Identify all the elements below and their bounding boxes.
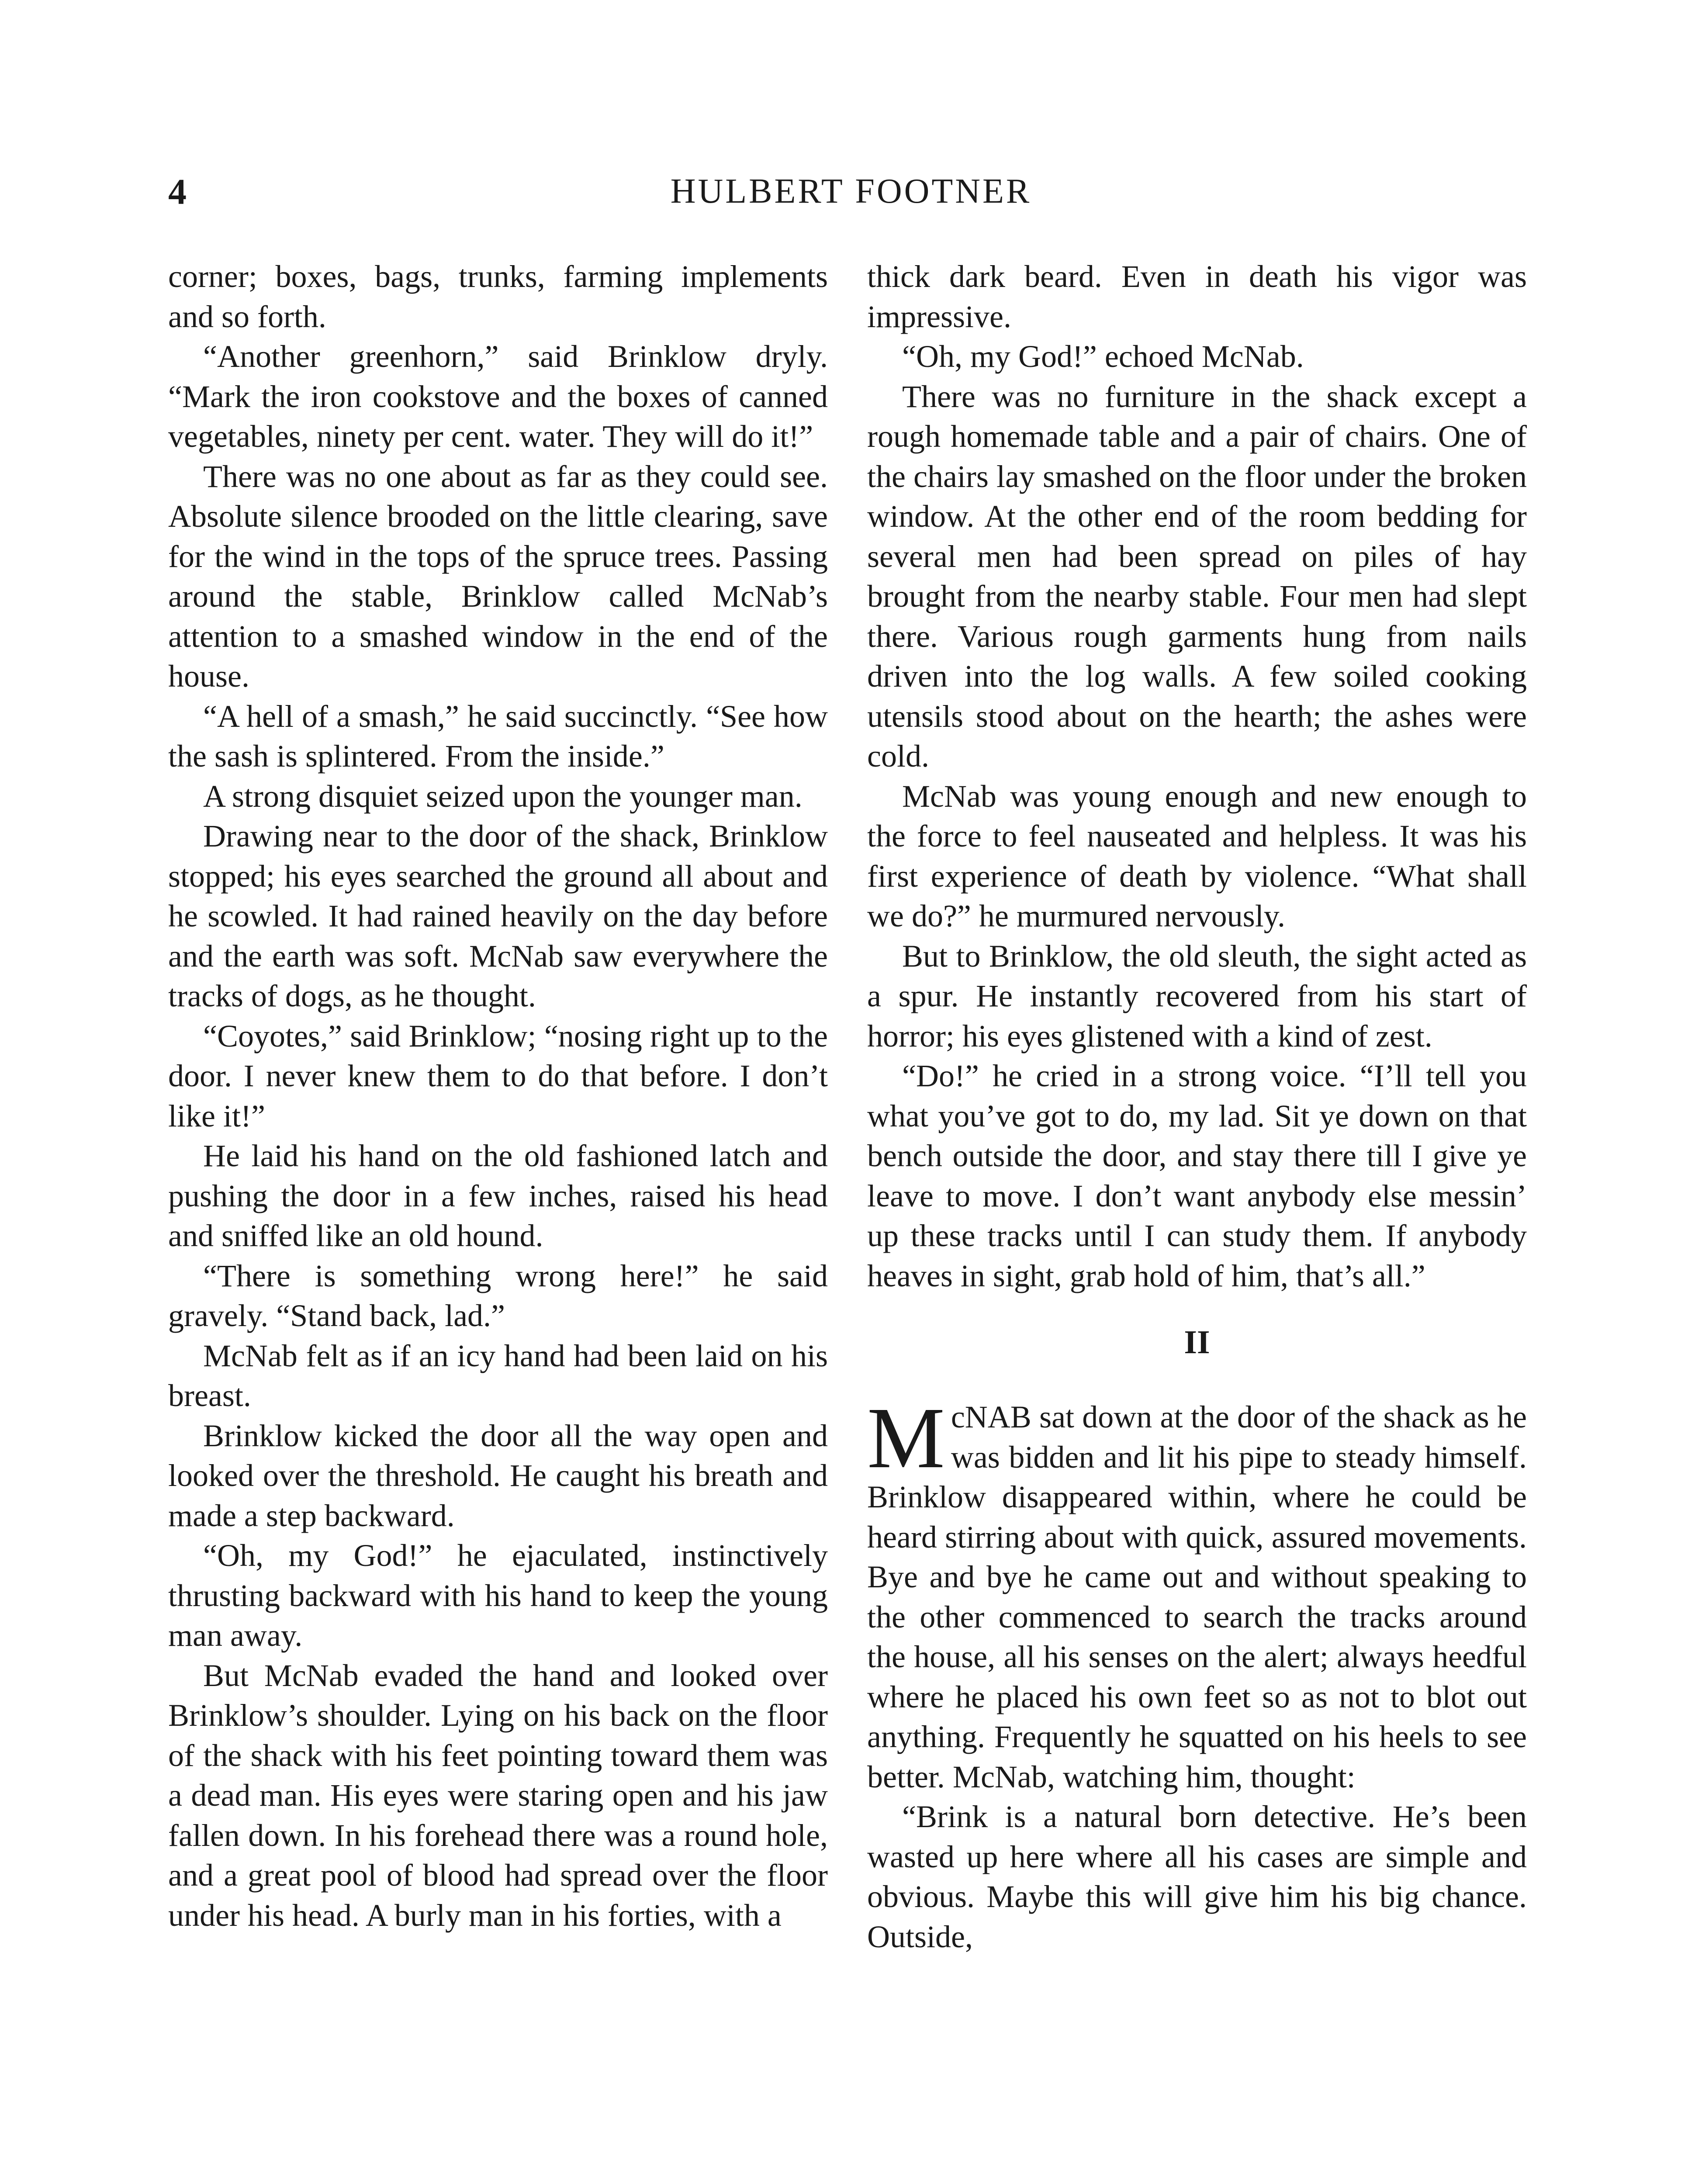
paragraph: McNab felt as if an icy hand had been laid on his breast. (168, 1338, 828, 1413)
paragraph: He laid his hand on the old fashioned latch and pushing the door in a few inches, raised his head and sniffed like an old hound. (168, 1138, 828, 1253)
paragraph: “Oh, my God!” echoed McNab. (902, 339, 1304, 374)
paragraph: “Oh, my God!” he ejaculated, instinctively thrusting backward with his hand to keep the young man away. (168, 1538, 828, 1653)
section-first-paragraph-text: cNAB sat down at the door of the shack as he was bidden and lit his pipe to steady himself. Brinklow disappeared within, where he could be heard stirring about with quick, assured movements. Bye and bye he came out and without speaking to the other commenced to search the tracks around the house, all his senses on the alert; always heedful where he placed his own feet so as not to blot out anything. Frequently he squatted on his heels to see better. McNab, watching him, thought: (867, 1400, 1527, 1794)
paragraph: Drawing near to the door of the shack, Brinklow stopped; his eyes searched the ground all about and he scowled. It had rained heavily on the day before and the earth was soft. McNab saw everywhere the tracks of dogs, as he thought. (168, 819, 828, 1013)
left-column (168, 257, 828, 1935)
page-number: 4 (168, 172, 187, 212)
paragraph: A strong disquiet seized upon the younger man. (203, 778, 803, 814)
section-first-paragraph (867, 1390, 1527, 1797)
paragraph: But to Brinklow, the old sleuth, the sight acted as a spur. He instantly recovered from his start of horror; his eyes glistened with a kind of zest. (867, 938, 1527, 1054)
paragraph: There was no one about as far as they could see. Absolute silence brooded on the little clearing, save for the wind in the tops of the spruce trees. Passing around the stable, Brinklow called McNab’s attention to a smashed window in the end of the house. (168, 459, 828, 694)
paragraph: thick dark beard. Even in death his vigor was impressive. (867, 259, 1527, 334)
paragraph: “Another greenhorn,” said Brinklow dryly. “Mark the iron cookstove and the boxes of canned vegetables, ninety per cent. water. They will do it!” (168, 339, 828, 454)
paragraph: “There is something wrong here!” he said gravely. “Stand back, lad.” (168, 1258, 828, 1333)
paragraph: “A hell of a smash,” he said succinctly. “See how the sash is splintered. From the inside.” (168, 698, 828, 774)
paragraph: McNab was young enough and new enough to the force to feel nauseated and helpless. It was his first experience of death by violence. “What shall we do?” he murmured nervously. (867, 778, 1527, 933)
paragraph: There was no furniture in the shack except a rough homemade table and a pair of chairs. One of the chairs lay smashed on the floor under the broken window. At the other end of the room bedding for several men had been spread on piles of hay brought from the nearby stable. Four men had slept there. Various rough garments hung from nails driven into the log walls. A few soiled cooking utensils stood about on the hearth; the ashes were cold. (867, 379, 1527, 774)
paragraph: “Do!” he cried in a strong voice. “I’ll tell you what you’ve got to do, my lad. Sit ye down on that bench outside the door, and stay there till I give ye leave to move. I don’t want anybody else messin’ up these tracks until I can study them. If anybody heaves in sight, grab hold of him, that’s all.” (867, 1058, 1527, 1293)
section-heading: II (1184, 1324, 1210, 1361)
paragraph: corner; boxes, bags, trunks, farming implements and so forth. (168, 259, 828, 334)
paragraph: “Brink is a natural born detective. He’s been wasted up here where all his cases are simple and obvious. Maybe this will give him his big chance. Outside, (867, 1799, 1527, 1954)
paragraph: But McNab evaded the hand and looked over Brinklow’s shoulder. Lying on his back on the floor of the shack with his feet pointing toward them was a dead man. His eyes were staring open and his jaw fallen down. In his forehead there was a round hole, and a great pool of blood had spread over the floor under his head. A burly man in his forties, with a (168, 1658, 828, 1933)
paragraph: Brinklow kicked the door all the way open and looked over the threshold. He caught his breath and made a step backward. (168, 1418, 828, 1533)
paragraph: “Coyotes,” said Brinklow; “nosing right up to the door. I never knew them to do that before. I don’t like it!” (168, 1018, 828, 1133)
right-column (867, 257, 1527, 1957)
running-title: HULBERT FOOTNER (670, 172, 1032, 211)
drop-cap: M (867, 1390, 945, 1486)
